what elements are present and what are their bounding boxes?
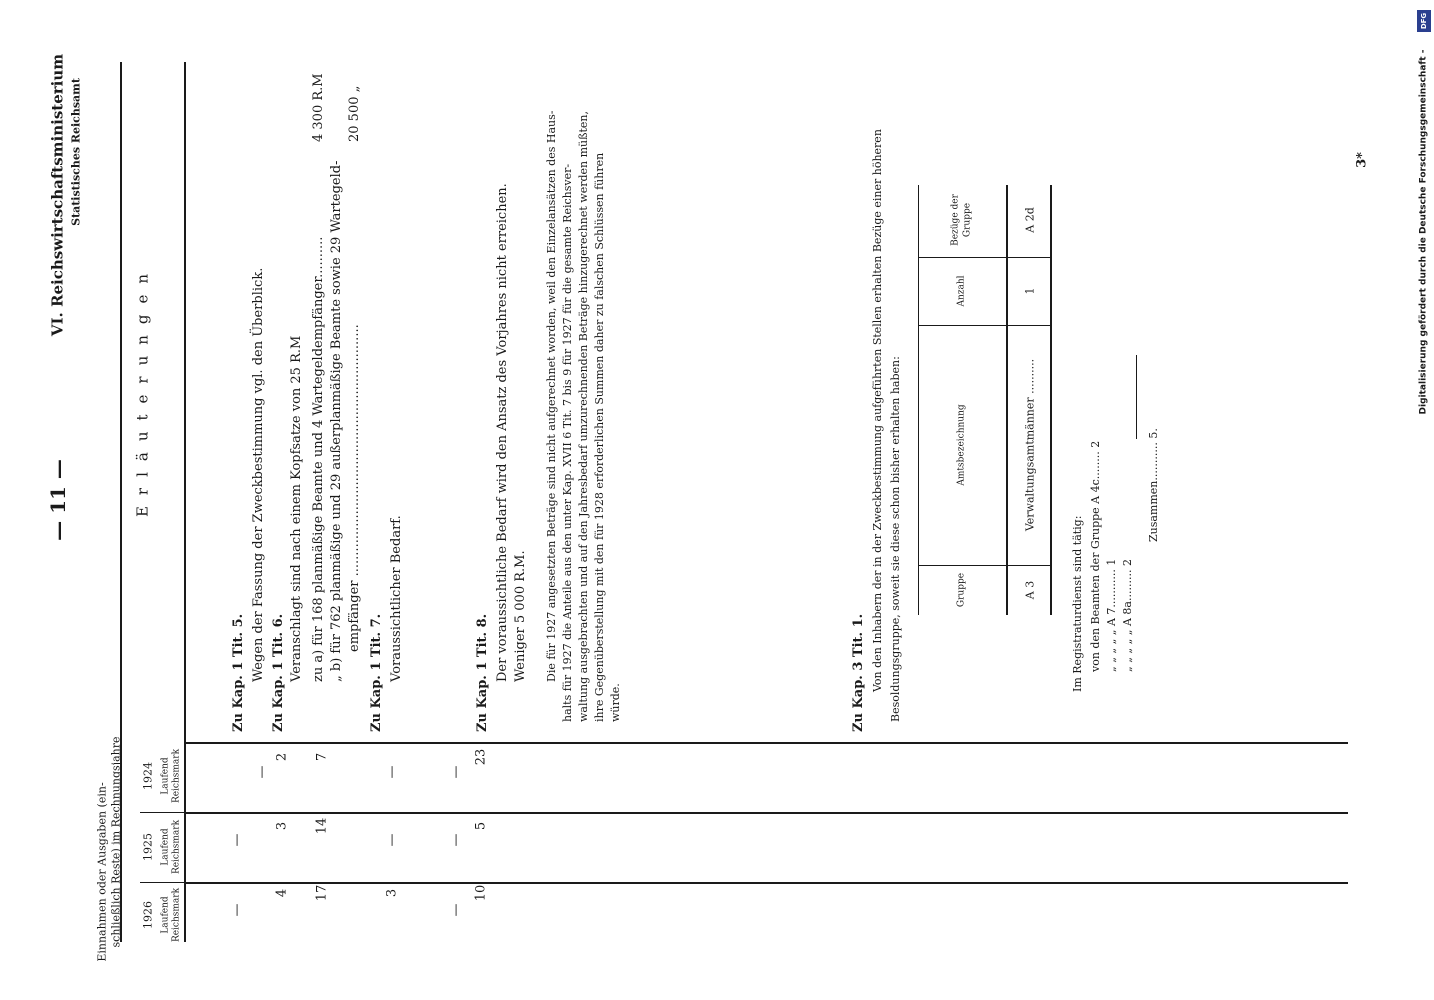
inner-header-gruppe: Gruppe — [956, 572, 967, 608]
value-1925: 14 — [314, 817, 330, 835]
note-paragraph: Die für 1927 angesetzten Beträge sind nicht aufgerechnet worden, weil den Einzelansätzen des Haus- — [545, 110, 558, 682]
inner-header-anzahl: Anzahl — [956, 275, 967, 307]
ministry-title: VI. Reichswirtschaftsministerium — [48, 53, 67, 337]
value-1926: — — [448, 903, 464, 917]
col-label-laufend-1926: Laufend — [160, 896, 171, 934]
inner-table-bottom-rule — [1050, 185, 1052, 615]
value-1924: — — [448, 765, 464, 779]
amt-subtitle: Statistisches Reichsamt — [69, 78, 83, 226]
inner-table-top-rule — [918, 185, 919, 615]
note-text: Veranschlagt sind nach einem Kopfsatze von 25 R.M — [289, 335, 304, 682]
value-1925: 5 — [473, 821, 489, 831]
digitization-note: Digitalisierung gefördert durch die Deutsche Forschungsgemeinschaft - — [1418, 49, 1429, 415]
inner-table-col-rule — [918, 257, 1052, 258]
value-1924: 7 — [314, 752, 330, 762]
value-1924: 23 — [473, 748, 489, 766]
col-label-reichsmark-1925: Reichsmark — [171, 819, 182, 875]
value-1926: 3 — [384, 888, 400, 898]
note-paragraph: würde. — [609, 683, 622, 722]
value-1926: 4 — [274, 888, 290, 898]
note-text: Weniger 5 000 R.M. — [513, 550, 528, 682]
year-1926: 1926 — [141, 901, 155, 929]
inner-cell-amtsbezeichnung: Verwaltungsamtmänner .......... — [1023, 358, 1037, 532]
col-label-reichsmark-1924: Reichsmark — [171, 748, 182, 804]
note-paragraph: Besoldungsgruppe, soweit sie diese schon bisher erhalten haben: — [889, 356, 902, 722]
note-text: Wegen der Fassung der Zweckbestimmung vgl. den Überblick. — [251, 267, 266, 682]
value-1924: — — [384, 765, 400, 779]
inner-cell-bezuege: A 2d — [1023, 207, 1037, 233]
dfg-logo: DFG — [1417, 10, 1431, 32]
note-text: Voraussichtlicher Bedarf. — [389, 515, 404, 682]
note-paragraph: waltung ausgebrachten und auf den Jahresbedarf umzurechnenden Beträge hinzugerechnet werden müßten, — [577, 111, 590, 722]
value-1925: — — [229, 833, 245, 847]
registry-line: von den Beamten der Gruppe A 4c........ 2 — [1089, 440, 1102, 672]
col-label-laufend-1925: Laufend — [160, 828, 171, 866]
note-text: Der voraussichtliche Bedarf wird den Ansatz des Vorjahres nicht erreichen. — [495, 183, 510, 682]
value-1925: — — [448, 833, 464, 847]
value-1924: 2 — [274, 752, 290, 762]
value-1925: 3 — [274, 821, 290, 831]
year-rule-1 — [140, 812, 186, 813]
inner-table-header-rule — [1006, 185, 1008, 615]
note-paragraph: Von den Inhabern der in der Zweckbestimmung aufgeführten Stellen erhalten Bezüge einer höheren — [871, 129, 884, 692]
note-amount: 4 300 R.M — [311, 73, 326, 142]
table-header-sub: schließlich Reste) im Rechnungsjahre — [109, 736, 123, 948]
registry-line: „ „ „ „ „ A 8a......... 2 — [1121, 559, 1134, 672]
inner-cell-anzahl: 1 — [1023, 287, 1037, 295]
note-heading: Zu Kap. 1 Tit. 5. — [231, 613, 246, 732]
note-text: „ b) für 762 planmäßige und 29 außerplanmäßige Beamte sowie 29 Wartegeld- — [329, 160, 344, 682]
inner-table-col-rule — [918, 565, 1052, 566]
note-heading: Zu Kap. 1 Tit. 8. — [475, 613, 490, 732]
note-text: zu a) für 168 planmäßige Beamte und 4 Wartegeldempfänger.......... — [311, 236, 326, 682]
column-rule-2 — [186, 812, 1348, 814]
registry-total: Zusammen........... 5. — [1147, 428, 1160, 542]
note-text: empfänger ............................................................. — [347, 324, 362, 652]
column-rule-3 — [186, 882, 1348, 884]
inner-header-amtsbezeichnung: Amtsbezeichnung — [956, 404, 967, 486]
note-paragraph: halts für 1927 die Anteile aus den unter Kap. XVII 6 Tit. 7 bis 9 für 1927 für die gesamte Reichsver- — [561, 163, 574, 722]
inner-table-col-rule — [918, 325, 1052, 326]
note-heading: Zu Kap. 1 Tit. 6. — [271, 613, 286, 732]
year-1925: 1925 — [141, 833, 155, 861]
note-amount: 20 500 „ — [347, 85, 362, 142]
registry-line: „ „ „ „ „ A 7........... 1 — [1105, 558, 1118, 672]
inner-cell-gruppe: A 3 — [1023, 580, 1037, 600]
table-header-top: Einnahmen oder Ausgaben (ein- — [95, 782, 109, 962]
note-heading: Zu Kap. 3 Tit. 1. — [851, 613, 866, 732]
vertical-rule-columns — [184, 62, 186, 942]
signature-mark: 3* — [1354, 152, 1370, 168]
value-1926: 10 — [473, 884, 489, 902]
page-number: — 11 — — [46, 459, 70, 541]
inner-header-bezuege: Bezüge der Gruppe — [950, 194, 972, 246]
registry-intro: Im Registraturdienst sind tätig: — [1071, 515, 1084, 692]
col-label-reichsmark-1926: Reichsmark — [171, 887, 182, 943]
value-1925: — — [384, 833, 400, 847]
registry-sum-rule — [1136, 355, 1137, 439]
year-1924: 1924 — [141, 762, 155, 790]
value-1924: — — [254, 765, 270, 779]
column-rule-1 — [186, 742, 1348, 744]
value-1926: — — [229, 903, 245, 917]
note-paragraph: ihre Gegenüberstellung mit den für 1928 erforderlichen Summen daher zu falschen Schlüssen führen — [593, 152, 606, 722]
value-1926: 17 — [314, 884, 330, 902]
note-heading: Zu Kap. 1 Tit. 7. — [369, 613, 384, 732]
year-rule-2 — [140, 882, 186, 883]
section-title: Erläuterungen — [133, 262, 152, 518]
col-label-laufend-1924: Laufend — [160, 757, 171, 795]
